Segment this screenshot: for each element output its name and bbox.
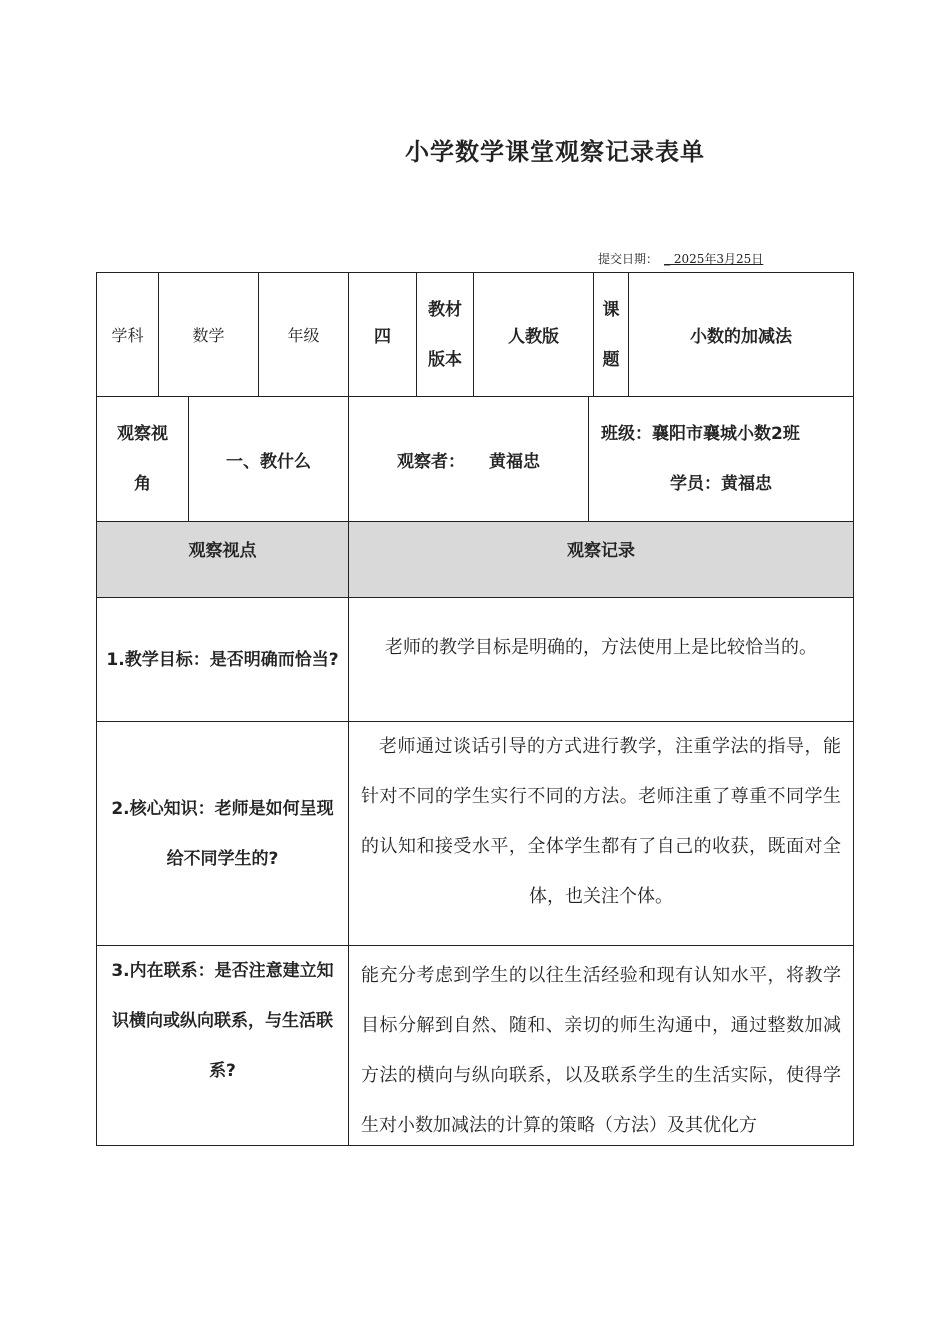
student-text: 学员：黄福忠 (670, 474, 772, 494)
submit-date-line (598, 250, 763, 267)
page-title: 小学数学课堂观察记录表单 (405, 138, 705, 166)
textbook-value: 人教版 (508, 327, 559, 347)
class-text: 班级：襄阳市襄城小数2班 (601, 424, 800, 444)
subject-label: 学科 (111, 326, 144, 345)
observer-cell (349, 397, 588, 521)
record-cell-1: 老师的教学目标是明确的，方法使用上是比较恰当的。 (385, 637, 817, 658)
point-cell-3: 3.内在联系：是否注意建立知识横向或纵向联系，与生活联系? (111, 961, 334, 1081)
class-cell (589, 397, 853, 521)
observer-name: 黄福忠 (489, 451, 540, 472)
submit-label: 提交日期： (598, 252, 659, 266)
observer-label: 观察者： (397, 451, 465, 472)
point-header: 观察视点 (188, 540, 257, 561)
perspective-value: 一、教什么 (226, 451, 311, 472)
point-cell-1: 1.教学目标：是否明确而恰当? (106, 649, 339, 670)
topic-value: 小数的加减法 (690, 327, 792, 347)
topic-label: 课题 (602, 299, 620, 370)
subject-value: 数学 (192, 326, 225, 345)
submit-date: _ 2025年3月25日 (664, 252, 764, 266)
point-cell-2: 2.核心知识：老师是如何呈现给不同学生的? (111, 798, 334, 869)
grade-label: 年级 (287, 326, 320, 345)
record-cell-2: 老师通过谈话引导的方式进行教学，注重学法的指导，能针对不同的学生实行不同的方法。老师注重了尊重不同学生的认知和接受水平，全体学生都有了自己的收获，既面对全体，也关注个体。 (361, 736, 841, 907)
record-header: 观察记录 (567, 540, 635, 561)
textbook-label: 教材版本 (428, 299, 462, 370)
grade-value: 四 (374, 327, 391, 347)
record-cell-3: 能充分考虑到学生的以往生活经验和现有认知水平，将教学目标分解到自然、随和、亲切的师生沟通中，通过整数加减方法的横向与纵向联系，以及联系学生的生活实际，使得学生对小数加减法的计算的策略（方法）及其优化方 (361, 965, 841, 1136)
perspective-label: 观察视角 (117, 424, 168, 494)
